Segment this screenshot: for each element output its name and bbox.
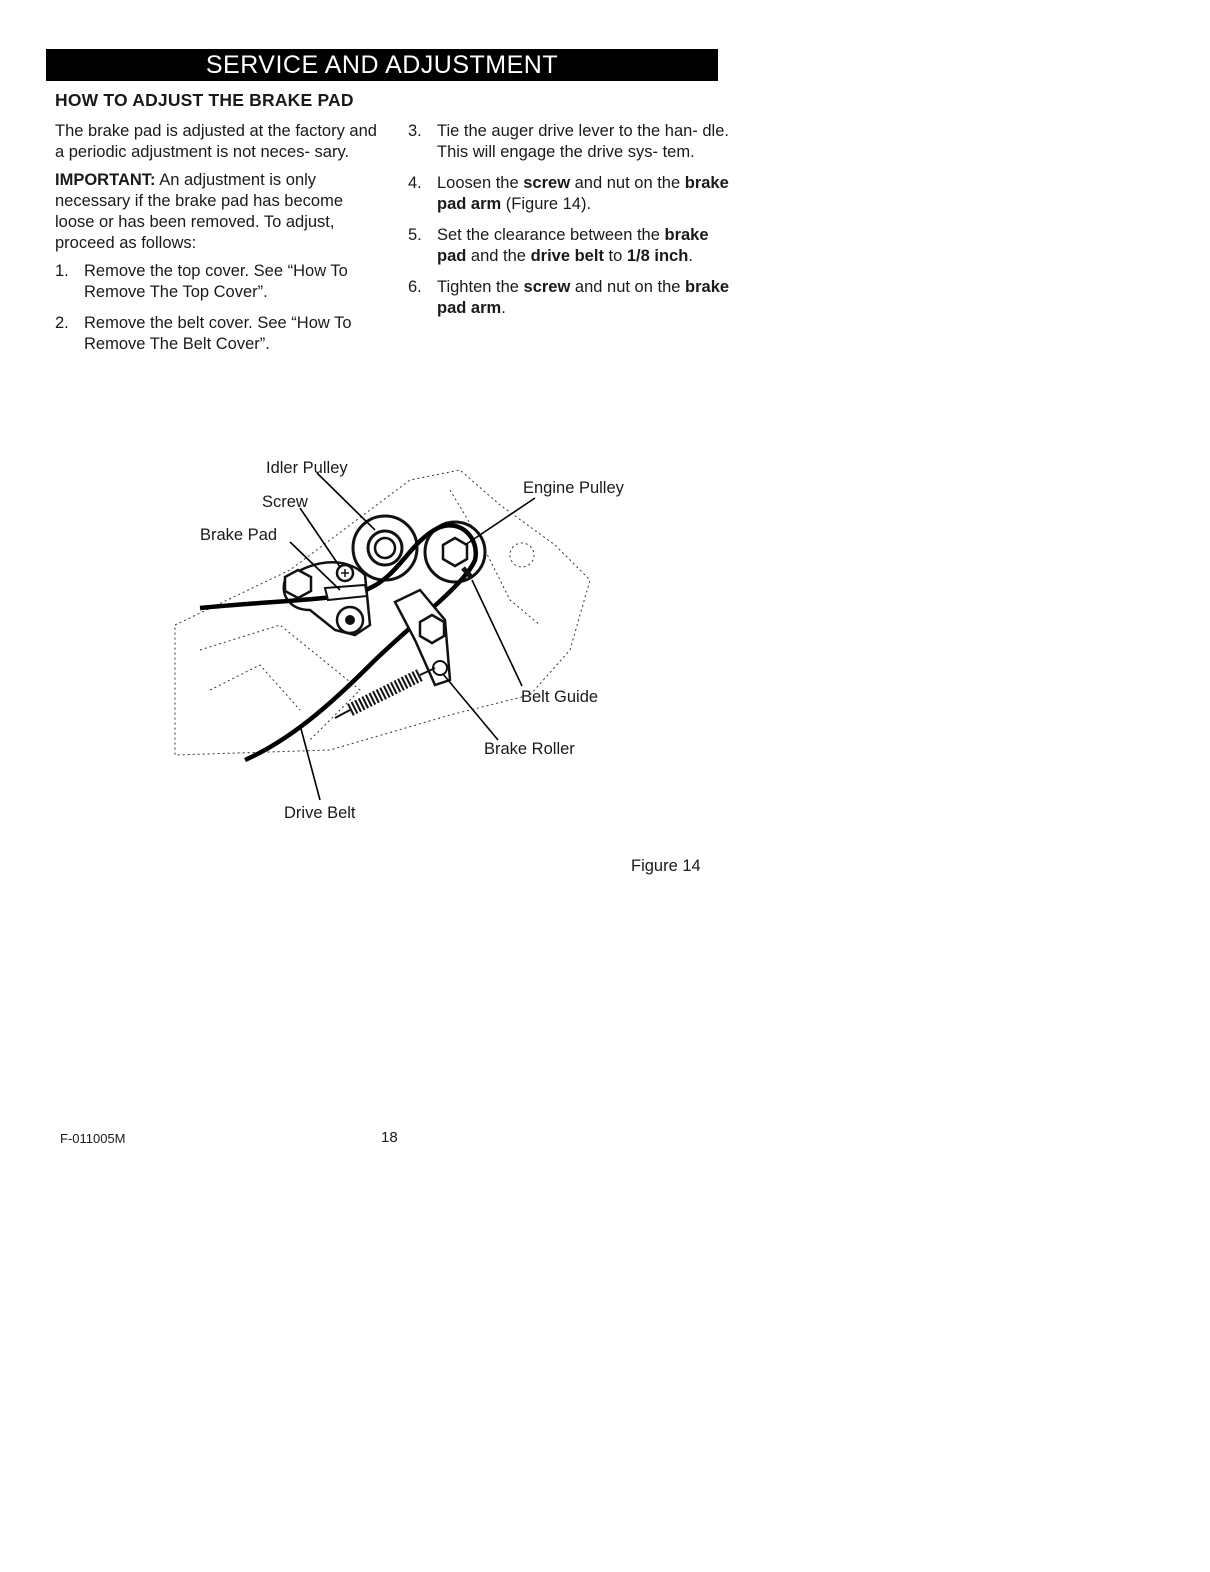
page-number: 18 xyxy=(381,1129,398,1146)
step-number: 5. xyxy=(408,226,422,244)
step-number: 2. xyxy=(55,314,69,332)
term-brake-pad: brake pad xyxy=(437,226,709,265)
bracket-nut xyxy=(285,570,311,598)
step-text: . xyxy=(688,247,693,265)
step-text: Remove the top cover. See “How To Remove The Top Cover”. xyxy=(84,262,348,301)
tension-spring xyxy=(350,675,420,710)
step-1 xyxy=(55,261,385,303)
step-text: to xyxy=(603,247,627,265)
step-text: Loosen the xyxy=(437,174,524,192)
step-text: (Figure 14). xyxy=(501,195,592,213)
label-screw: Screw xyxy=(262,493,308,511)
label-brake-roller: Brake Roller xyxy=(484,740,575,758)
housing-detail xyxy=(510,543,534,567)
label-belt-guide: Belt Guide xyxy=(521,688,599,706)
step-2 xyxy=(55,313,385,355)
leader-belt-guide xyxy=(472,580,522,686)
section-banner: SERVICE AND ADJUSTMENT xyxy=(46,49,718,81)
housing-detail xyxy=(210,665,300,710)
important-paragraph xyxy=(55,170,385,254)
label-drive-belt: Drive Belt xyxy=(284,804,356,822)
left-column xyxy=(55,121,385,365)
label-brake-pad: Brake Pad xyxy=(200,526,278,544)
important-text: An adjustment is only necessary if the brake pad has become loose or has been removed. To adjust, proceed as follows: xyxy=(55,171,344,252)
leader-brake-roller xyxy=(443,674,498,740)
brake-arm-nut xyxy=(420,615,444,643)
step-text: and the xyxy=(466,247,531,265)
step-number: 4. xyxy=(408,174,422,192)
right-column xyxy=(408,121,738,329)
label-idler-pulley: Idler Pulley xyxy=(266,459,348,477)
term-screw: screw xyxy=(523,174,571,192)
step-number: 6. xyxy=(408,278,422,296)
term-screw: screw xyxy=(523,278,571,296)
document-code: F-011005M xyxy=(60,1131,126,1146)
step-text: Set the clearance between the xyxy=(437,226,665,244)
step-text: . xyxy=(501,299,506,317)
housing-outline xyxy=(175,470,590,755)
step-text: Remove the belt cover. See “How To Remove The Belt Cover”. xyxy=(84,314,352,353)
section-title: HOW TO ADJUST THE BRAKE PAD xyxy=(55,90,354,110)
step-text: and nut on the xyxy=(570,278,686,296)
brake-assembly-drawing xyxy=(160,450,660,840)
label-engine-pulley: Engine Pulley xyxy=(523,479,624,497)
step-text: Tie the auger drive lever to the han- dle. This will engage the drive sys- tem. xyxy=(437,122,729,161)
term-brake-pad-arm: brake pad arm xyxy=(437,174,729,213)
figure-caption: Figure 14 xyxy=(631,857,701,875)
term-brake-pad-arm: brake pad arm xyxy=(437,278,730,317)
term-clearance: 1/8 inch xyxy=(626,247,689,265)
figure-14-diagram xyxy=(160,450,660,840)
step-3 xyxy=(408,121,738,163)
step-number: 3. xyxy=(408,122,422,140)
step-text: Tighten the xyxy=(437,278,524,296)
leader-idler-pulley xyxy=(317,473,375,530)
step-5 xyxy=(408,225,738,267)
intro-paragraph: The brake pad is adjusted at the factory and a periodic adjustment is not neces- sary. xyxy=(55,122,377,161)
term-drive-belt: drive belt xyxy=(530,247,604,265)
step-6 xyxy=(408,277,738,319)
spring-hooks xyxy=(335,668,435,718)
brake-roller xyxy=(433,661,447,675)
step-number: 1. xyxy=(55,262,69,280)
lower-pulley-hub xyxy=(345,615,355,625)
idler-pulley xyxy=(353,516,417,580)
step-text: and nut on the xyxy=(570,174,685,192)
important-label: IMPORTANT: xyxy=(55,171,156,189)
step-4 xyxy=(408,173,738,215)
leader-drive-belt xyxy=(300,725,320,800)
